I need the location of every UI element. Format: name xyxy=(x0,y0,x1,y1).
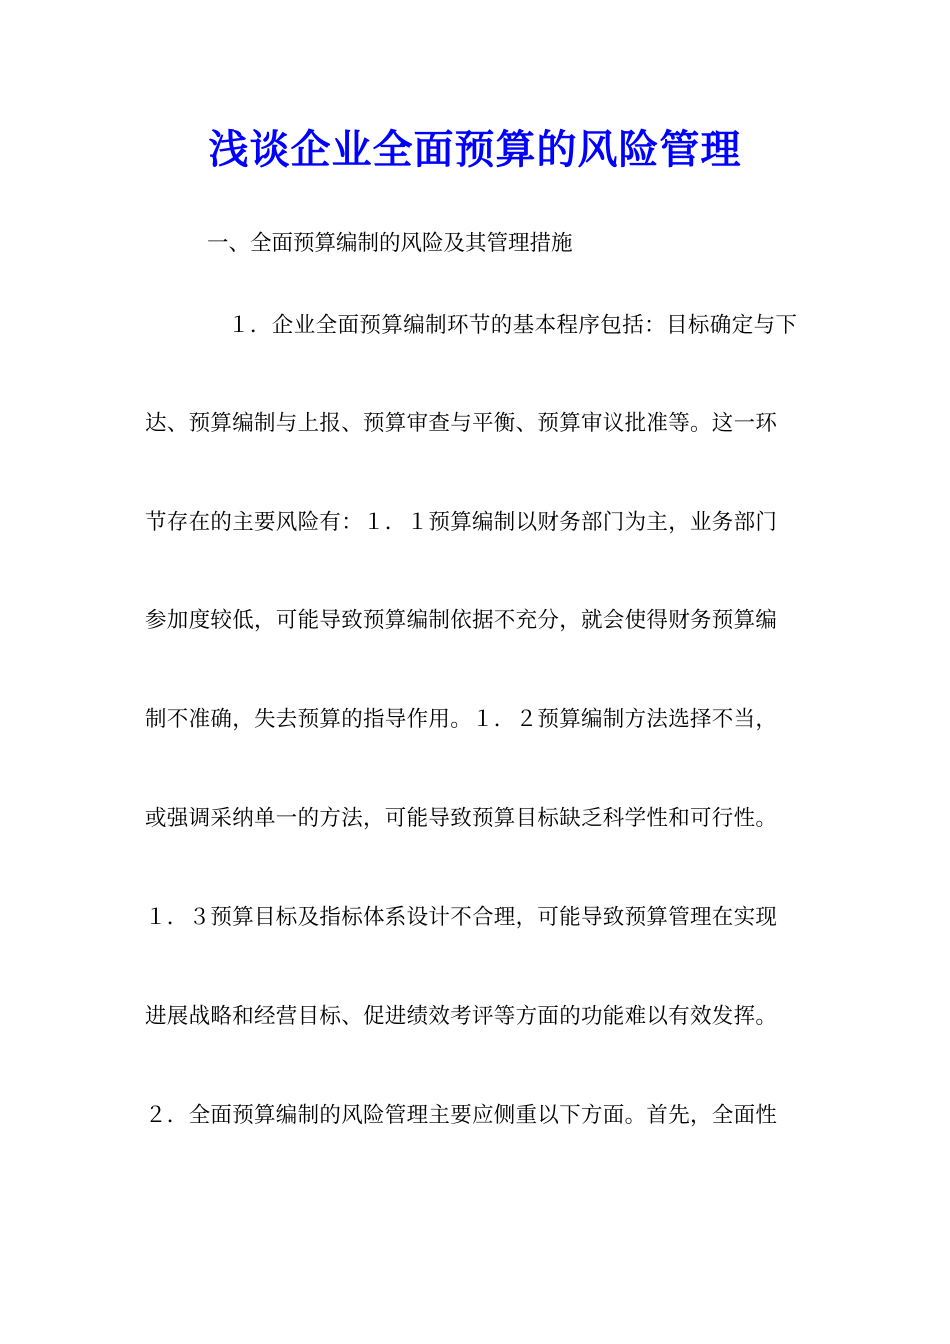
body-line-8: 进展战略和经营目标、促进绩效考评等方面的功能难以有效发挥。 xyxy=(145,1004,778,1029)
body-line-4: 参加度较低，可能导致预算编制依据不充分，就会使得财务预算编 xyxy=(145,608,778,633)
section-heading: 一、全面预算编制的风险及其管理措施 xyxy=(207,231,573,256)
body-line-6: 或强调采纳单一的方法，可能导致预算目标缺乏科学性和可行性。 xyxy=(145,806,778,831)
body-line-5: 制不准确，失去预算的指导作用。１．２预算编制方法选择不当， xyxy=(145,707,778,732)
body-line-3: 节存在的主要风险有：１．１预算编制以财务部门为主，业务部门 xyxy=(145,510,778,535)
body-line-1: １．企业全面预算编制环节的基本程序包括：目标确定与下 xyxy=(228,313,798,338)
document-title: 浅谈企业全面预算的风险管理 xyxy=(208,126,742,173)
body-line-9: ２．全面预算编制的风险管理主要应侧重以下方面。首先，全面性 xyxy=(145,1103,778,1128)
body-line-2: 达、预算编制与上报、预算审查与平衡、预算审议批准等。这一环 xyxy=(145,411,778,436)
body-line-7: １．３预算目标及指标体系设计不合理，可能导致预算管理在实现 xyxy=(145,905,778,930)
